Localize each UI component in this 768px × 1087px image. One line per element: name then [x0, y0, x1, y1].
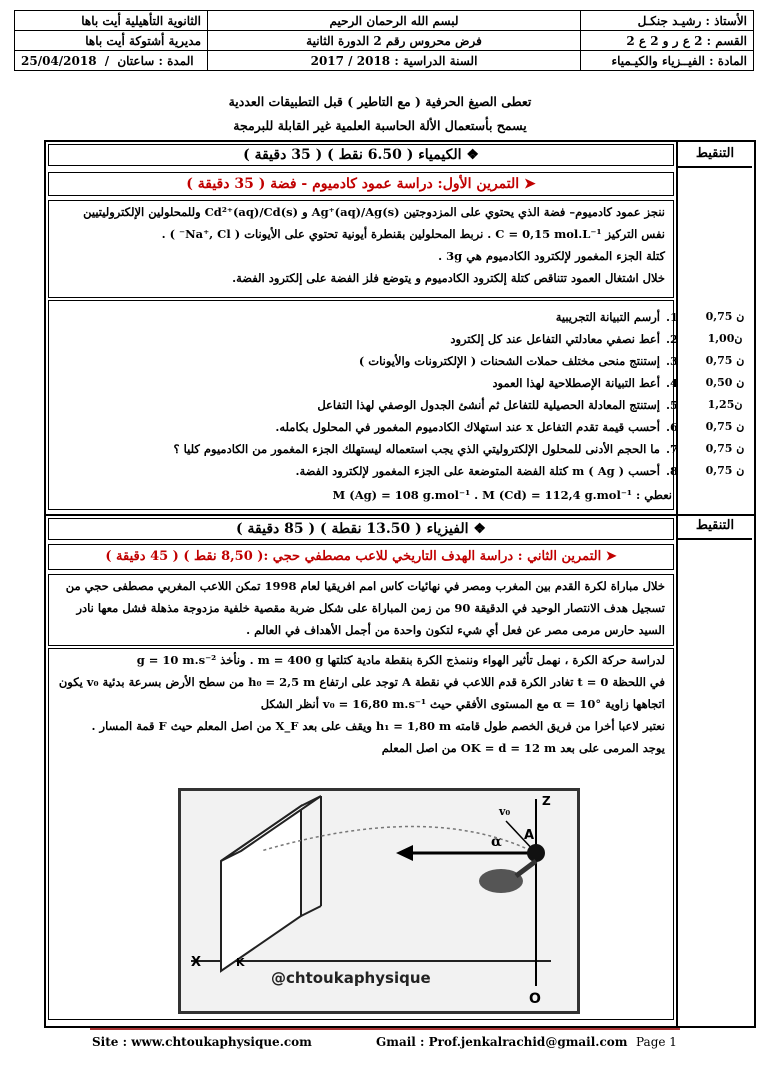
intro-line-1: تعطى الصيغ الحرفية ( مع التاطير ) قبل التطبيقات العددية: [228, 94, 532, 109]
question-text: إستنتج منحى مختلف حملات الشحنات ( الإلكترونات والأيونات ): [358, 354, 660, 368]
question-text: أحسب m ( Ag ) كتلة الفضة المتوضعة على الجزء المغمور لإلكترود الفضة.: [295, 464, 660, 478]
question-number: 8.: [665, 464, 678, 478]
footer-site: Site : www.chtoukaphysique.com: [92, 1035, 312, 1049]
label-v0: v₀: [499, 805, 511, 818]
grading-label-chem: التنقيط: [695, 146, 735, 161]
figure-watermark: @chtoukaphysique: [271, 969, 431, 987]
question-text: إستنتج المعادلة الحصيلية للتفاعل ثم أنشئ الجدول الوصفي لهذا التفاعل: [317, 398, 660, 412]
question-text: أرسم التبيانة التجريبية: [555, 310, 660, 324]
chem-question: [78, 438, 678, 460]
question-text: أحسب قيمة تقدم التفاعل x عند استهلاك الكادميوم المغمور في المحلول بكامله.: [275, 420, 660, 434]
header-basmala: لبسم الله الرحمان الرحيم: [208, 11, 581, 31]
chem-question: [78, 328, 678, 350]
question-text: أعط نصفي معادلتي التفاعل عند كل إلكترود: [450, 332, 660, 346]
phys-line-2: في اللحظة t = 0 تغادر الكرة قدم اللاعب في نقطة A توجد على ارتفاع h₀ = 2,5 m من سطح الأرض بسرعة بدئية v₀ يكون: [58, 675, 665, 689]
footer-rule: [90, 1028, 680, 1030]
header-subject: المادة : الفيــزياء والكيـمياء: [581, 51, 754, 71]
phys-story-box: [48, 574, 674, 646]
question-points: 0,75 ن: [705, 310, 745, 323]
question-points: 0,75 ن: [705, 420, 745, 433]
chem-intro-p3: خلال اشتغال العمود تتناقص كتلة إلكترود الكادميوم و يتوضع فلز الفضة على إلكترود الفضة.: [232, 271, 665, 285]
phys-line-5: يوجد المرمى على بعد OK = d = 12 m من اصل المعلم: [381, 741, 665, 755]
chem-question: [78, 350, 678, 372]
phys-line-3: اتجاهها زاوية α = 10° مع المستوى الأفقي حيث v₀ = 16,80 m.s⁻¹ أنظر الشكل: [260, 697, 665, 711]
question-number: 2.: [665, 332, 678, 346]
grading-label-phys: التنقيط: [695, 518, 735, 533]
phys-line-1: لدراسة حركة الكرة ، نهمل تأثير الهواء وننمذج الكرة بنقطة مادية كتلتها m = 400 g . ونأخذ g = 10 m.s⁻²: [136, 653, 665, 667]
header-exam-title: فرض محروس رقم 2 الدورة الثانية: [208, 31, 581, 51]
header-duration: المدة : ساعتان: [117, 53, 194, 68]
label-k: K: [236, 956, 245, 969]
chem-intro-p1: ننجز عمود كادميوم– فضة الذي يحتوي على المزدوجتين Ag⁺(aq)/Ag(s) و Cd²⁺(aq)/Cd(s) وللمحلولين الإلكتروليتيين نفس التركيز C = 0,15 mol.L⁻¹ . نربط المحلولين بقنطرة أيونية تحتوي على الأيونات ( Na⁺, Cl⁻ ) .: [83, 205, 665, 241]
chem-question: [78, 372, 678, 394]
label-x: X: [191, 955, 202, 970]
question-text: ما الحجم الأدنى للمحلول الإلكتروليتي الذي يجب استعماله ليستهلك الجزء المغمور من الكادميوم كليا ؟: [173, 442, 660, 456]
exercise1-title: ➤ التمرين الأول: دراسة عمود كادميوم - فضة ( 35 دقيقة ): [186, 176, 536, 192]
question-text: أعط التبيانة الإصطلاحية لهذا العمود: [492, 376, 660, 390]
header-table: [14, 10, 754, 71]
label-a: A: [524, 828, 535, 843]
question-points: 0,50 ن: [705, 376, 745, 389]
question-number: 1.: [665, 310, 678, 324]
question-points: 0,75 ن: [705, 464, 745, 477]
exercise1-box: [48, 172, 674, 196]
physics-title-box: [48, 518, 674, 540]
question-points: 1,25ن: [707, 398, 743, 411]
header-class: القسم : 2 ع ر و 2 ع 2: [581, 31, 754, 51]
question-number: 7.: [665, 442, 678, 456]
question-points: 0,75 ن: [705, 442, 745, 455]
chem-question: [78, 460, 678, 482]
question-points: 0,75 ن: [705, 354, 745, 367]
goal-box: [221, 806, 301, 971]
question-number: 4.: [665, 376, 678, 390]
exercise2-box: [48, 544, 674, 570]
footer-gmail: Gmail : Prof.jenkalrachid@gmail.com: [376, 1035, 628, 1049]
intro-line-2: يسمح بأستعمال الألة الحاسبة العلمية غير القابلة للبرمجة: [233, 118, 527, 133]
question-number: 5.: [665, 398, 678, 412]
ball: [527, 844, 545, 862]
label-o: O: [529, 991, 541, 1007]
chem-question: [78, 416, 678, 438]
footer-page: Page 1: [636, 1035, 677, 1049]
question-number: 3.: [665, 354, 678, 368]
exercise2-title: ➤ التمرين الثاني : دراسة الهدف التاريخي للاعب مصطفي حجي :( 8,50 نقط ) ( 45 دقيقة ): [105, 549, 617, 564]
label-z: Z: [542, 794, 551, 808]
figure-svg: [181, 791, 577, 1011]
chem-question: [78, 394, 678, 416]
header-duration-date: 25/04/2018 / المدة : ساعتان: [15, 51, 208, 71]
chem-intro-box: [48, 200, 674, 298]
chem-question: [78, 306, 678, 328]
header-directorate: مديرية أشتوكة أيت باها: [15, 31, 208, 51]
phys-line-4: نعتبر لاعبا أخرا من فريق الخصم طول قامته h₁ = 1,80 m ويقف على بعد X_F من اصل المعلم حيث F قمة المسار .: [91, 719, 665, 733]
chemistry-title: ❖ الكيمياء ( 6.50 نقط ) ( 35 دقيقة ): [243, 147, 479, 163]
header-school: الثانوية التأهيلية أيت باها: [15, 11, 208, 31]
physics-title: ❖ الفيزياء ( 13.50 نقطة ) ( 85 دقيقة ): [236, 521, 486, 537]
chem-intro-p2: كتلة الجزء المغمور لإلكترود الكادميوم هي 3g .: [438, 249, 665, 263]
chem-given: نعطي : M (Ag) = 108 g.mol⁻¹ . M (Cd) = 112,4 g.mol⁻¹: [332, 488, 672, 502]
question-number: 6.: [665, 420, 678, 434]
header-teacher: الأستاذ : رشيـد جنكـل: [581, 11, 754, 31]
trajectory-figure: [178, 788, 580, 1014]
header-date: 25/04/2018: [21, 53, 97, 68]
chemistry-title-box: [48, 144, 674, 166]
question-points: 1,00ن: [707, 332, 743, 345]
arrow-head: [396, 845, 413, 861]
header-year: السنة الدراسية : 2018 / 2017: [208, 51, 581, 71]
label-alpha: α: [491, 834, 502, 850]
phys-story: خلال مباراة لكرة القدم بين المغرب ومصر في نهائيات كاس امم افريقيا لعام 1998 تمكن اللاعب المغربي مصطفى حجي من تسجيل هدف الانتصار الوحيد في الدقيقة 90 من زمن المباراة على شكل ضربة مقصية خلفية مزدوجة مذهلة فشل معها نادر السيد حارس مرمى مصر عن فعل أي شيء لتكون واحدة من أجمل الأهداف في العالم .: [65, 579, 665, 637]
